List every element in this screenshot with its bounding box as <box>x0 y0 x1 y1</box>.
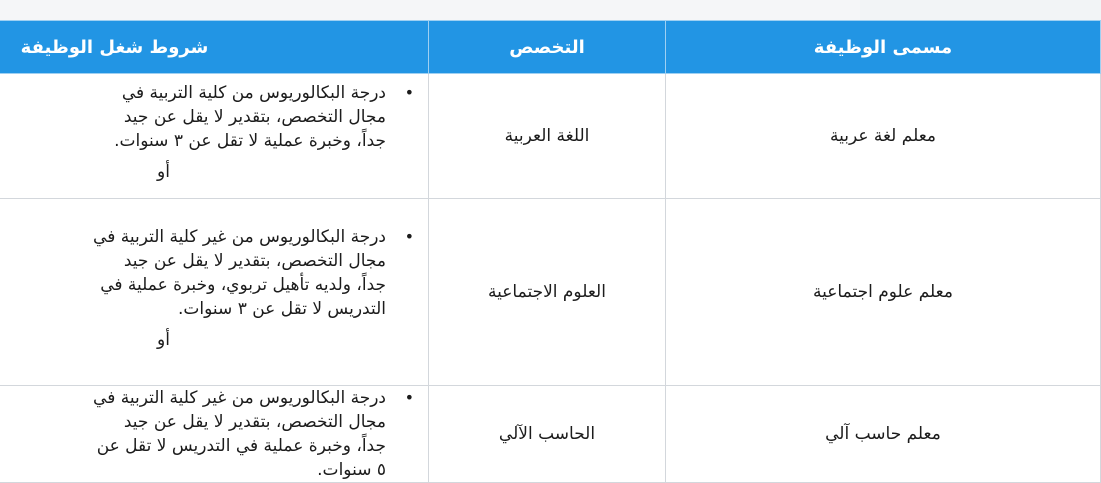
condition-line: • درجة البكالوريوس من غير كلية التربية في <box>93 227 386 247</box>
condition-line: التدريس لا تقل عن ٣ سنوات. <box>177 299 386 319</box>
table-row <box>0 199 1101 386</box>
condition-line: جداً، ولديه تأهيل تربوي، وخبرة عملية في <box>100 275 386 295</box>
condition-line: ٥ سنوات. <box>317 460 386 480</box>
condition-line: جداً، وخبرة عملية لا تقل عن ٣ سنوات. <box>114 131 386 151</box>
conditions-list <box>0 386 406 482</box>
table-header-row <box>0 21 1101 74</box>
conditions-list <box>0 225 406 321</box>
condition-item <box>0 81 386 153</box>
condition-line: • درجة البكالوريوس من كلية التربية في <box>121 83 386 103</box>
header-specialization: التخصص <box>429 21 666 74</box>
condition-item <box>0 386 386 482</box>
job-title: معلم علوم اجتماعية <box>813 282 953 302</box>
cell-conditions <box>0 386 429 483</box>
cell-job-title <box>666 199 1101 386</box>
condition-line: مجال التخصص، بتقدير لا يقل عن جيد <box>123 251 386 271</box>
specialization: اللغة العربية <box>504 126 590 146</box>
top-strip <box>0 0 860 20</box>
cell-job-title <box>666 74 1101 199</box>
condition-line: مجال التخصص، بتقدير لا يقل عن جيد <box>123 412 386 432</box>
job-title: معلم لغة عربية <box>829 126 937 146</box>
condition-item <box>0 225 386 321</box>
job-title: معلم حاسب آلي <box>825 424 941 444</box>
header-job-title: مسمى الوظيفة <box>666 21 1101 74</box>
cell-specialization <box>429 74 666 199</box>
cell-specialization <box>429 199 666 386</box>
table-row <box>0 74 1101 199</box>
cell-conditions <box>0 199 429 386</box>
cell-conditions <box>0 74 429 199</box>
job-requirements-table <box>0 20 1101 483</box>
table-row <box>0 386 1101 483</box>
specialization: الحاسب الآلي <box>498 424 596 444</box>
condition-line: مجال التخصص، بتقدير لا يقل عن جيد <box>123 107 386 127</box>
cell-specialization <box>429 386 666 483</box>
header-conditions: شروط شغل الوظيفة <box>0 21 429 74</box>
or-separator: أو <box>157 162 170 182</box>
or-separator: أو <box>157 330 170 350</box>
conditions-list <box>0 81 406 153</box>
condition-line: جداً، وخبرة عملية في التدريس لا تقل عن <box>96 436 386 456</box>
cell-job-title <box>666 386 1101 483</box>
condition-line: • درجة البكالوريوس من غير كلية التربية في <box>93 388 386 408</box>
specialization: العلوم الاجتماعية <box>488 282 606 302</box>
